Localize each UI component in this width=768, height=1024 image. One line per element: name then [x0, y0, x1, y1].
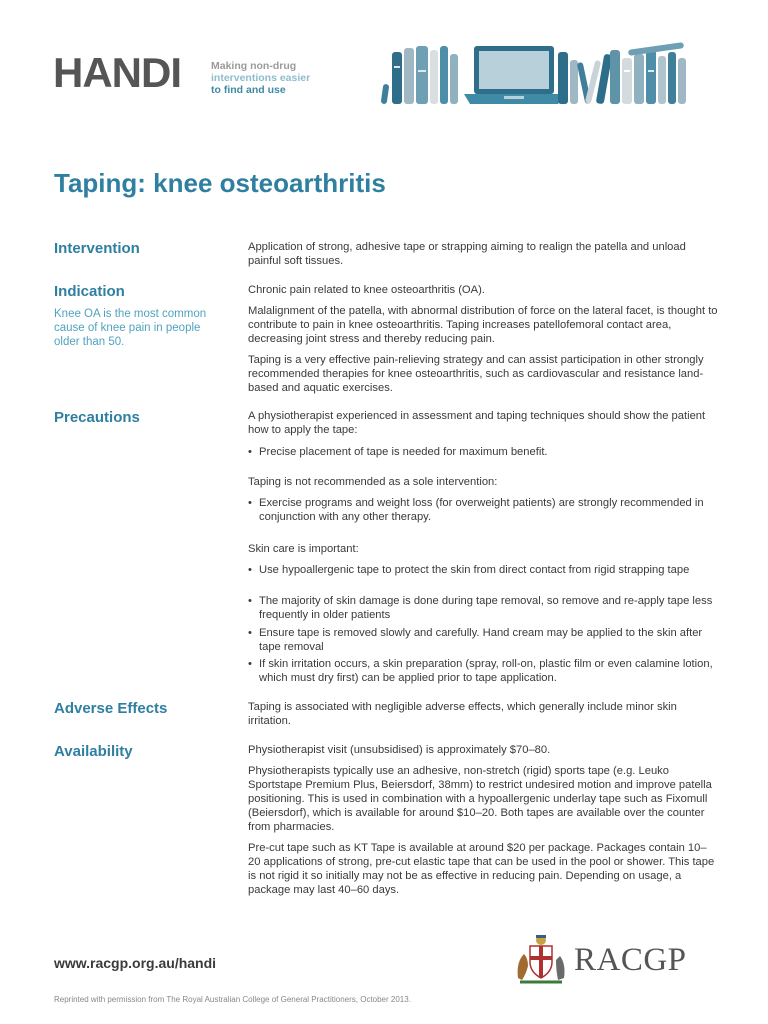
bullet-text: Use hypoallergenic tape to protect the skin from direct contact from rigid strapping tape: [259, 564, 690, 576]
bullet-text: If skin irritation occurs, a skin preparation (spray, roll-on, plastic film or even calamine lotion, which must dry first) can be applied prior to tape application.: [259, 658, 713, 684]
racgp-crest-icon: [512, 932, 570, 984]
indication-sidenote: Knee OA is the most common cause of knee pain in people older than 50.: [54, 308, 207, 348]
heading-precautions: Precautions: [54, 409, 140, 426]
bullet-marker: •: [248, 497, 252, 509]
heading-intervention: Intervention: [54, 240, 140, 257]
bullet-marker: •: [248, 627, 252, 639]
heading-indication: Indication: [54, 283, 125, 300]
precautions-intro-1: A physiotherapist experienced in assessment and taping techniques should show the patient how to apply the tape:: [248, 410, 706, 436]
bullet-marker: •: [248, 446, 252, 458]
bullet-text: Exercise programs and weight loss (for overweight patients) are strongly recommended in conjunction with any other therapy.: [259, 497, 704, 523]
skin-care-bullet: [248, 563, 718, 577]
skin-care-bullet: [248, 594, 718, 622]
handi-logo: HANDI: [53, 49, 181, 96]
bullet-marker: •: [248, 658, 252, 670]
website-link[interactable]: www.racgp.org.au/handi: [54, 955, 217, 971]
heading-adverse-effects: Adverse Effects: [54, 700, 168, 717]
indication-text-3: Taping is a very effective pain-relieving strategy and can assist participation in other strongly recommended therapies for knee osteoarthritis, such as cardiovascular and resistance land-based and aquatic exercises.: [248, 354, 704, 394]
precautions-bullet: [248, 496, 718, 524]
heading-availability: Availability: [54, 743, 133, 760]
precautions-intro-3: Skin care is important:: [248, 543, 359, 555]
indication-text-1: Chronic pain related to knee osteoarthritis (OA).: [248, 284, 485, 296]
bullet-text: Ensure tape is removed slowly and carefully. Hand cream may be applied to the skin after tape removal: [259, 627, 703, 653]
tagline-line-1: Making non-drug: [211, 60, 297, 72]
adverse-effects-text: Taping is associated with negligible adverse effects, which generally include minor skin irritation.: [248, 701, 677, 727]
tagline-line-2: interventions easier: [211, 72, 311, 84]
tagline-line-3: to find and use: [211, 84, 286, 96]
availability-text-3: Pre-cut tape such as KT Tape is available at around $20 per package. Packages contain 10–20 applications of strong, pre-cut elastic tape that can be used in the pool or shower. This tape is not rigid it so initially may not be as effective in reducing pain. Depending on usage, a package may last 40–60 days.: [248, 842, 715, 896]
books-laptop-illustration: [378, 40, 716, 108]
bullet-marker: •: [248, 564, 252, 576]
precautions-bullet: [248, 445, 718, 459]
intervention-text: Application of strong, adhesive tape or strapping aiming to realign the patella and unload painful soft tissues.: [248, 241, 686, 267]
skin-care-bullet: [248, 626, 718, 654]
racgp-logo-text: RACGP: [574, 942, 687, 978]
reprint-notice: Reprinted with permission from The Royal Australian College of General Practitioners, October 2013.: [54, 995, 411, 1004]
handi-tagline: [211, 60, 310, 96]
availability-text-1: Physiotherapist visit (unsubsidised) is approximately $70–80.: [248, 744, 551, 756]
bullet-text: Precise placement of tape is needed for maximum benefit.: [259, 446, 548, 458]
bullet-text: The majority of skin damage is done during tape removal, so remove and re-apply tape less frequently in older patients: [259, 595, 713, 621]
precautions-intro-2: Taping is not recommended as a sole intervention:: [248, 476, 498, 488]
bullet-marker: •: [248, 595, 252, 607]
skin-care-bullet: [248, 657, 718, 685]
page-title: Taping: knee osteoarthritis: [54, 168, 386, 198]
availability-text-2: Physiotherapists typically use an adhesive, non-stretch (rigid) sports tape (e.g. Leuko Sportstape Premium Plus, Beiersdorf, 38mm) to restrict undesired motion and improve patella positioning. This is used in combination with a hypoallergenic underlay tape such as Fixomull (Beiersdorf), which is available for around $10–20. Both tapes are available over the counter from pharmacies.: [248, 765, 712, 833]
indication-text-2: Malalignment of the patella, with abnormal distribution of force on the lateral facet, is thought to contribute to pain in knee osteoarthritis. Taping increases patellofemoral contact area, decreasing joint stress and thereby reducing pain.: [248, 305, 718, 345]
